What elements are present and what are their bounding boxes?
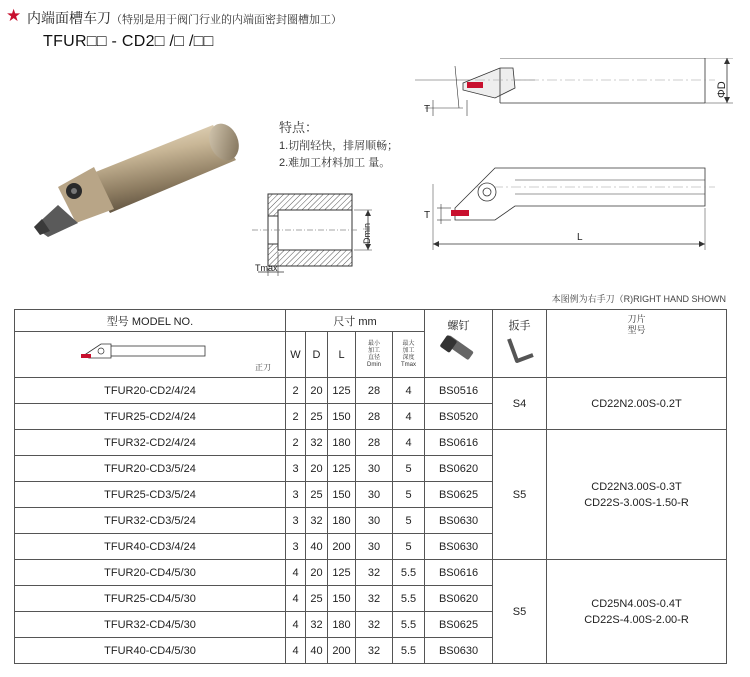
w-cell: 3 — [286, 508, 306, 534]
tmax-header-text: 最大 加工 深度 Tmax — [401, 340, 416, 368]
blade-header — [547, 310, 727, 378]
model-cell: TFUR25-CD4/5/30 — [15, 586, 286, 612]
blade-cell — [547, 378, 727, 430]
screw-cell: BS0625 — [425, 482, 493, 508]
w-cell: 3 — [286, 456, 306, 482]
l-header: L — [328, 332, 356, 378]
model-header: 型号 MODEL NO. — [15, 310, 286, 332]
blade-model: CD22N2.00S-0.2T — [591, 397, 682, 410]
dmin-cell: 32 — [356, 560, 393, 586]
size-header: 尺寸 mm — [286, 310, 425, 332]
dmin-cell: 32 — [356, 586, 393, 612]
blade-cell — [547, 560, 727, 664]
l-cell: 150 — [328, 482, 356, 508]
wrench-cell: S5 — [493, 560, 547, 664]
screw-cell: BS0630 — [425, 508, 493, 534]
dmin-cell: 30 — [356, 508, 393, 534]
page-title — [27, 8, 342, 28]
blade-model: CD25N4.00S-0.4T — [591, 597, 682, 610]
right-hand-label: 正刀 — [255, 363, 271, 372]
blade-cell — [547, 430, 727, 560]
l-cell: 180 — [328, 612, 356, 638]
model-cell: TFUR20-CD3/5/24 — [15, 456, 286, 482]
d-header: D — [306, 332, 328, 378]
screw-cell: BS0625 — [425, 612, 493, 638]
title-note: （特别是用于阀门行业的内端面密封圈槽加工） — [111, 14, 342, 26]
w-cell: 3 — [286, 482, 306, 508]
feature-item-1: 1.切削轻快，排屑顺畅； — [279, 140, 399, 152]
tmax-cell: 5.5 — [393, 586, 425, 612]
w-cell: 4 — [286, 586, 306, 612]
tmax-cell: 4 — [393, 430, 425, 456]
l-cell: 125 — [328, 378, 356, 404]
dmin-cell: 28 — [356, 404, 393, 430]
d-cell: 32 — [306, 430, 328, 456]
holder-image-cell — [15, 332, 286, 378]
holder-icon — [79, 342, 209, 362]
tmax-cell: 5.5 — [393, 560, 425, 586]
w-cell: 4 — [286, 560, 306, 586]
wrench-label: 扳手 — [508, 320, 531, 332]
tmax-cell: 5.5 — [393, 612, 425, 638]
model-cell: TFUR25-CD3/5/24 — [15, 482, 286, 508]
blade-model: CD22S-4.00S-2.00-R — [584, 613, 689, 626]
w-cell: 3 — [286, 534, 306, 560]
model-code: TFUR□□ - CD2□ /□ /□□ — [43, 33, 214, 50]
dmin-cell: 32 — [356, 638, 393, 664]
d-cell: 32 — [306, 508, 328, 534]
table-row — [15, 560, 727, 586]
model-cell: TFUR20-CD4/5/30 — [15, 560, 286, 586]
table-row — [15, 378, 727, 404]
screw-header — [425, 310, 493, 378]
dmin-cell: 28 — [356, 430, 393, 456]
d-cell: 20 — [306, 378, 328, 404]
wrench-icon — [503, 333, 537, 367]
model-cell: TFUR20-CD2/4/24 — [15, 378, 286, 404]
screw-cell: BS0520 — [425, 404, 493, 430]
tmax-cell: 5 — [393, 482, 425, 508]
d-cell: 40 — [306, 534, 328, 560]
l-label: L — [577, 232, 583, 243]
t-label-bottom: T — [424, 210, 431, 221]
dmin-cell: 30 — [356, 534, 393, 560]
star-icon: ★ — [6, 6, 22, 25]
tmax-cell: 4 — [393, 378, 425, 404]
screw-cell: BS0630 — [425, 534, 493, 560]
l-cell: 180 — [328, 430, 356, 456]
screw-cell: BS0620 — [425, 586, 493, 612]
dmin-cell: 30 — [356, 456, 393, 482]
top-view-drawing — [415, 160, 725, 250]
d-cell: 25 — [306, 586, 328, 612]
tmax-cell: 5 — [393, 534, 425, 560]
dmin-cell: 32 — [356, 612, 393, 638]
dmin-header — [356, 332, 393, 378]
d-cell: 25 — [306, 482, 328, 508]
feature-item-2: 2.难加工材料加工 量。 — [279, 157, 391, 169]
model-cell: TFUR32-CD2/4/24 — [15, 430, 286, 456]
model-cell: TFUR25-CD2/4/24 — [15, 404, 286, 430]
spec-table — [14, 309, 727, 664]
table-row — [15, 430, 727, 456]
l-cell: 125 — [328, 560, 356, 586]
tool-photo — [28, 105, 268, 255]
screw-label: 螺钉 — [447, 320, 470, 332]
w-cell: 2 — [286, 430, 306, 456]
tmax-cell: 5.5 — [393, 638, 425, 664]
wrench-cell: S4 — [493, 378, 547, 430]
w-header: W — [286, 332, 306, 378]
l-cell: 200 — [328, 534, 356, 560]
title-main: 内端面槽车刀 — [27, 10, 111, 26]
l-cell: 150 — [328, 404, 356, 430]
dmin-label: Dmin — [362, 222, 372, 244]
screw-icon — [439, 333, 479, 367]
model-cell: TFUR40-CD3/4/24 — [15, 534, 286, 560]
tmax-cell: 5 — [393, 508, 425, 534]
wrench-cell: S5 — [493, 430, 547, 560]
wrench-header — [493, 310, 547, 378]
tmax-header — [393, 332, 425, 378]
screw-cell: BS0630 — [425, 638, 493, 664]
d-cell: 20 — [306, 560, 328, 586]
screw-cell: BS0516 — [425, 378, 493, 404]
blade-model: CD22S-3.00S-1.50-R — [584, 496, 689, 509]
tmax-cell: 4 — [393, 404, 425, 430]
screw-cell: BS0620 — [425, 456, 493, 482]
w-cell: 4 — [286, 612, 306, 638]
d-cell: 32 — [306, 612, 328, 638]
l-cell: 125 — [328, 456, 356, 482]
tmax-label: Tmax — [255, 263, 278, 273]
t-label-top: T — [424, 104, 431, 115]
model-cell: TFUR32-CD3/5/24 — [15, 508, 286, 534]
phi-d-label: ΦD — [716, 81, 728, 98]
d-cell: 40 — [306, 638, 328, 664]
w-cell: 2 — [286, 378, 306, 404]
dmin-cell: 30 — [356, 482, 393, 508]
dmin-header-text: 最小 加工 直径 Dmin — [366, 340, 381, 368]
model-cell: TFUR40-CD4/5/30 — [15, 638, 286, 664]
screw-cell: BS0616 — [425, 430, 493, 456]
dmin-cell: 28 — [356, 378, 393, 404]
screw-cell: BS0616 — [425, 560, 493, 586]
l-cell: 200 — [328, 638, 356, 664]
right-hand-caption: 本图例为右手刀（R)RIGHT HAND SHOWN — [551, 294, 726, 304]
blade-label: 刀片 型号 — [627, 314, 646, 335]
d-cell: 20 — [306, 456, 328, 482]
model-cell: TFUR32-CD4/5/30 — [15, 612, 286, 638]
l-cell: 150 — [328, 586, 356, 612]
w-cell: 4 — [286, 638, 306, 664]
spec-table-body — [15, 378, 727, 664]
tmax-cell: 5 — [393, 456, 425, 482]
header-row-1 — [15, 310, 727, 332]
features-heading: 特点： — [279, 120, 319, 135]
l-cell: 180 — [328, 508, 356, 534]
side-view-drawing — [415, 58, 745, 128]
d-cell: 25 — [306, 404, 328, 430]
w-cell: 2 — [286, 404, 306, 430]
blade-model: CD22N3.00S-0.3T — [591, 480, 682, 493]
